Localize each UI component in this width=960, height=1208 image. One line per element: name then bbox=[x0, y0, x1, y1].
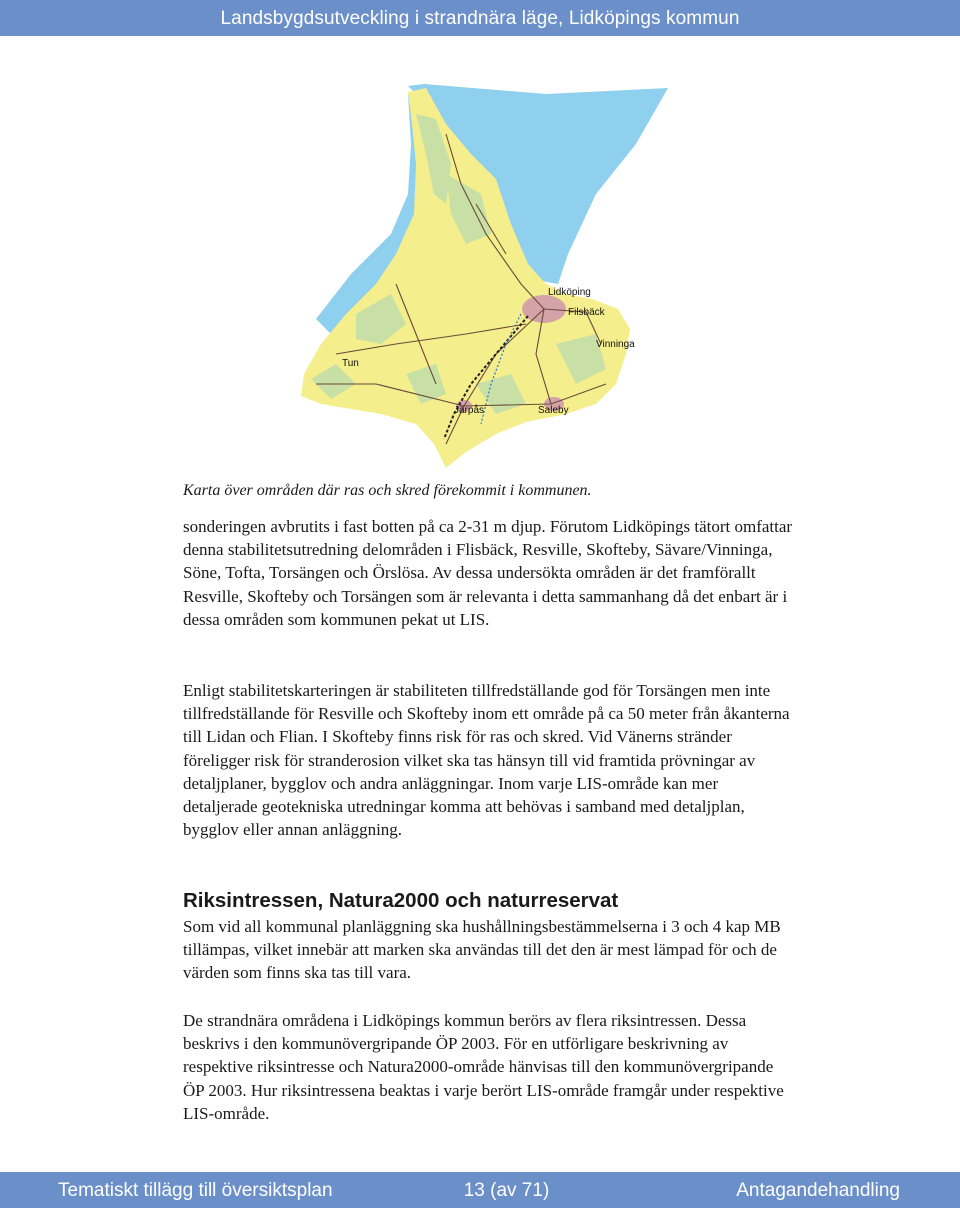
map-label-vinninga: Vinninga bbox=[596, 339, 635, 350]
map-graphic bbox=[296, 84, 668, 468]
paragraph-stability-2: Enligt stabilitetskarteringen är stabiliteten tillfredställande god för Torsängen men inte tillfredställande för Resville och Skofteby inom ett område på ca 50 meter från åkanterna till Lidan och Flian. I Skofteby finns risk för ras och skred. Vid Vänerns stränder föreligger risk för stranderosion vilket ska tas hänsyn till vid framtida prövningar av detaljplaner, bygglov och andra anläggningar. Inom varje LIS-område kan mer detaljerade geotekniska utredningar komma att behövas i samband med detaljplan, bygglov eller annan anläggning. bbox=[183, 681, 790, 840]
map-label-saleby: Saleby bbox=[538, 405, 569, 416]
map-label-lidkoping: Lidköping bbox=[548, 287, 591, 298]
map-label-jarpas: Järpås bbox=[454, 405, 485, 416]
footer-bar bbox=[0, 1172, 960, 1208]
section-heading: Riksintressen, Natura2000 och naturreservat bbox=[183, 889, 619, 912]
document-title: Landsbygdsutveckling i strandnära läge, Lidköpings kommun bbox=[220, 8, 740, 29]
footer-page-number: 13 (av 71) bbox=[463, 1180, 550, 1201]
footer-document-type: Tematiskt tillägg till översiktsplan bbox=[58, 1180, 333, 1201]
paragraph-riksintressen-2: De strandnära områdena i Lidköpings kommun berörs av flera riksintressen. Dessa beskrivs i den kommunövergripande ÖP 2003. För en utförligare beskrivning av respektive riksintresse och Natura2000-område hänvisas till den kommunövergripande ÖP 2003. Hur riksintressena beaktas i varje berört LIS-område framgår under respektive LIS-område. bbox=[183, 1011, 784, 1123]
map-label-filsback: Filsbäck bbox=[568, 307, 605, 318]
landslide-map bbox=[296, 84, 668, 468]
header-bar bbox=[0, 0, 960, 36]
map-label-tun: Tun bbox=[342, 358, 359, 369]
footer-status: Antagandehandling bbox=[736, 1180, 900, 1201]
map-caption: Karta över områden där ras och skred förekommit i kommunen. bbox=[183, 482, 592, 499]
paragraph-stability-1: sonderingen avbrutits i fast botten på ca 2-31 m djup. Förutom Lidköpings tätort omfattar denna stabilitetsutredning delområden i Flisbäck, Resville, Skofteby, Sävare/Vinninga, Söne, Tofta, Torsängen och Örslösa. Av dessa undersökta områden är det framförallt Resville, Skofteby och Torsängen som är relevanta i detta sammanhang då det enbart är i dessa områden som kommunen pekat ut LIS. bbox=[183, 517, 793, 629]
paragraph-riksintressen-1: Som vid all kommunal planläggning ska hushållningsbestämmelserna i 3 och 4 kap MB tillämpas, vilket innebär att marken ska användas till det den är mest lämpad för och de värden som finns ska tas till vara. bbox=[183, 917, 781, 983]
